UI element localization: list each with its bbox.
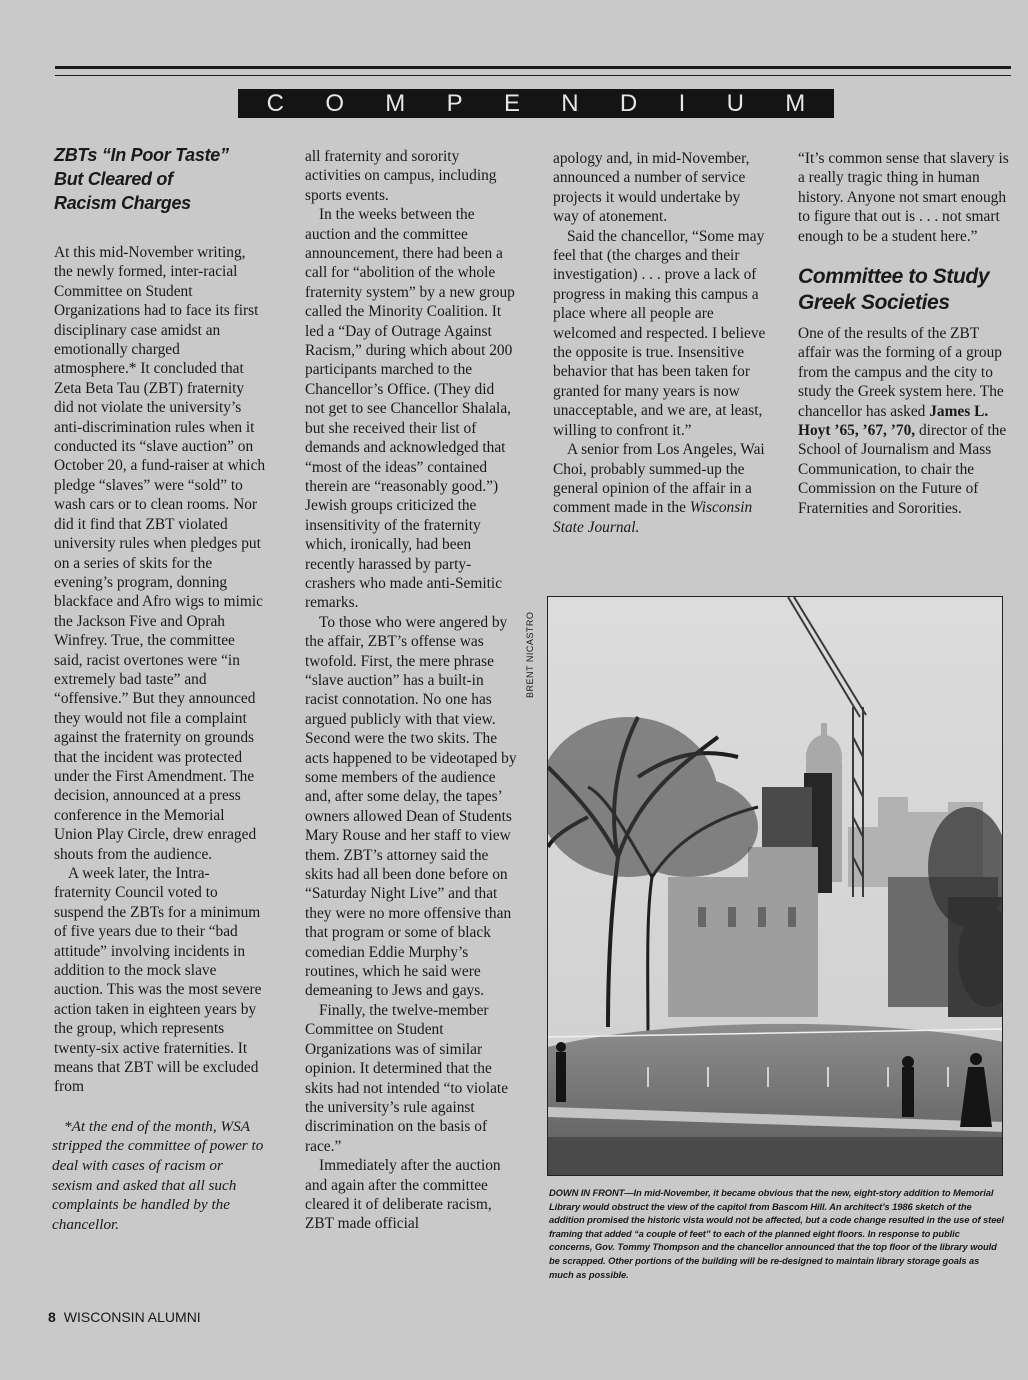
page-number: 8 [48, 1309, 56, 1325]
body-paragraph: Immediately after the auction and again after the committee cleared it of deliberate racism, ZBT made official [305, 1157, 501, 1233]
body-paragraph [798, 324, 1010, 518]
footnote: *At the end of the month, WSA stripped the committee of power to deal with cases of racism or sexism and asked that all such complaints be handled by the chancellor. [52, 1117, 264, 1233]
foreground [548, 1137, 1003, 1176]
body-paragraph: A week later, the Intra-fraternity Council voted to suspend the ZBTs for a minimum of five years due to their “bad attitude” involving incidents in addition to the mock slave auction. This was the most severe action taken in eighteen years by the group, which represents twenty-six active fraternities. It means that ZBT will be excluded from [54, 865, 262, 1096]
body-paragraph: all fraternity and sorority activities on campus, including sports events. [305, 148, 497, 204]
body-paragraph: To those who were angered by the affair, ZBT’s offense was twofold. First, the mere phrase “slave auction” has a built-in racist connotation. No one has argued publicly with that view. Second were the two skits. The acts happened to be videotaped by some members of the audience and, after some delay, the tapes’ owners allowed Dean of Students Mary Rouse and her staff to view them. ZBT’s attorney said the skits had all been done before on “Saturday Night Live” and that they were no more offensive than that program or some of black comedian Eddie Murphy’s routines, which he said were demeaning to Jews and gays. [305, 613, 517, 1000]
campus-photo [547, 596, 1003, 1176]
banner-letter: M [785, 89, 806, 117]
banner-letter: C [266, 89, 284, 117]
body-text: A senior from Los Angeles, Wai Choi, probably summed-up the general opinion of the affair in a comment made in the [553, 441, 765, 517]
banner-letter: E [503, 89, 520, 117]
body-text: One of the results of the ZBT affair was the forming of a group from the campus and the city to study the Greek system here. The chancellor has asked [798, 325, 1004, 420]
banner-letter: U [726, 89, 744, 117]
top-rule [55, 66, 1011, 69]
headline-line: Committee to Study [798, 265, 990, 289]
publication-name: Wisconsin State Journal. [553, 499, 753, 536]
column-1 [54, 143, 266, 1234]
campus-photo-drawing [548, 597, 1003, 1176]
body-paragraph: apology and, in mid-November, announced a number of service projects it would undertake by way of atonement. [553, 150, 750, 226]
body-paragraph: At this mid-November writing, the newly formed, inter-racial Committee on Student Organizations had to face its first disciplinary case amidst an emotionally charged atmosphere.* It concluded that Zeta Beta Tau (ZBT) fraternity did not violate the university’s anti-discrimination rules when it conducted its “slave auction” on October 20, a fund-raiser at which pledge “slaves” were “sold” to wash cars or to clean rooms. Nor did it find that ZBT violated university rules when pledges put on a series of skits for the evening’s program, donning blackface and Afro wigs to mimic the Jackson Five and Oprah Winfrey. True, the committee said, racist overtones were “in extremely bad taste” and “offensive.” But they announced they would not file a complaint against the fraternity on grounds that the incident was protected under the First Amendment. The decision, announced at a press conference in the Memorial Union Play Circle, drew enraged shouts from the audience. [54, 244, 266, 863]
banner-letter: N [561, 89, 579, 117]
page-footer [48, 1309, 201, 1325]
body-paragraph: In the weeks between the auction and the committee announcement, there had been a call for “abolition of the whole fraternity system” by a new group called the Minority Coalition. It led a “Day of Outrage Against Racism,” during which about 200 participants marched to the Chancellor’s Office. (They did not get to see Chancellor Shalala, but she received their list of demands and acknowledged that “most of the ideas” contained therein are “reasonably good.”) Jewish groups criticized the insensitivity of the fraternity which, ironically, had been recently harassed by party-crashers who made anti-Semitic remarks. [305, 206, 515, 612]
quote-paragraph: “It’s common sense that slavery is a really tragic thing in human history. Anyone not smart enough to figure that out is . . . not smart enough to be a student here.” [798, 150, 1009, 245]
person-name: James L. Hoyt ’65, ’67, ’70, [798, 402, 989, 440]
banner-letter: D [619, 89, 638, 117]
top-rule-thin [55, 75, 1011, 76]
body-text: director of the School of Journalism and Mass Communication, to chair the Commission on the Future of Fraternities and Sororities. [798, 422, 1007, 517]
banner-letter: I [678, 89, 686, 117]
column-2 [305, 147, 517, 1234]
photo-credit: BRENT NICASTRO [525, 611, 535, 698]
publication-title: WISCONSIN ALUMNI [63, 1309, 201, 1325]
article2-headline [798, 264, 1010, 316]
banner-letter: P [446, 89, 463, 117]
compendium-banner [238, 89, 834, 118]
headline-line: Greek Societies [798, 291, 950, 315]
photo-caption: DOWN IN FRONT—In mid-November, it became obvious that the new, eight-story addition to Memorial Library would obstruct the view of the capitol from Bascom Hill. An architect’s 1986 sketch of the addition promised the historic vista would not be affected, but a code change resulted in the use of steel framing that added “a couple of feet” to each of the planned eight floors. In response to public concerns, Gov. Tommy Thompson and the chancellor announced that the top floor of the library would be scrapped. Other portions of the building will be re-designed to maintain library storage goals as much as possible. [549, 1187, 1004, 1280]
column-4 [798, 149, 1010, 518]
headline-line: But Cleared of [54, 169, 173, 189]
article1-headline [54, 143, 266, 215]
body-paragraph: Said the chancellor, “Some may feel that (the charges and their investigation) . . . prove a lack of progress in making this campus a place where all people are welcomed and respected. I believe the opposite is true. Insensitive behavior that has been taken for granted for many years is now unacceptable, and we are, at least, willing to confront it.” [553, 227, 766, 439]
banner-letter: M [385, 89, 406, 117]
body-paragraph: Finally, the twelve-member Committee on Student Organizations was of similar opinion. It determined that the skits had not intended “to violate the university’s rule against discrimination on the basis of race.” [305, 1001, 509, 1155]
banner-letter: O [325, 89, 344, 117]
headline-line: Racism Charges [54, 193, 191, 213]
body-paragraph [553, 440, 767, 537]
headline-line: ZBTs “In Poor Taste” [54, 145, 229, 165]
column-3 [553, 149, 767, 537]
